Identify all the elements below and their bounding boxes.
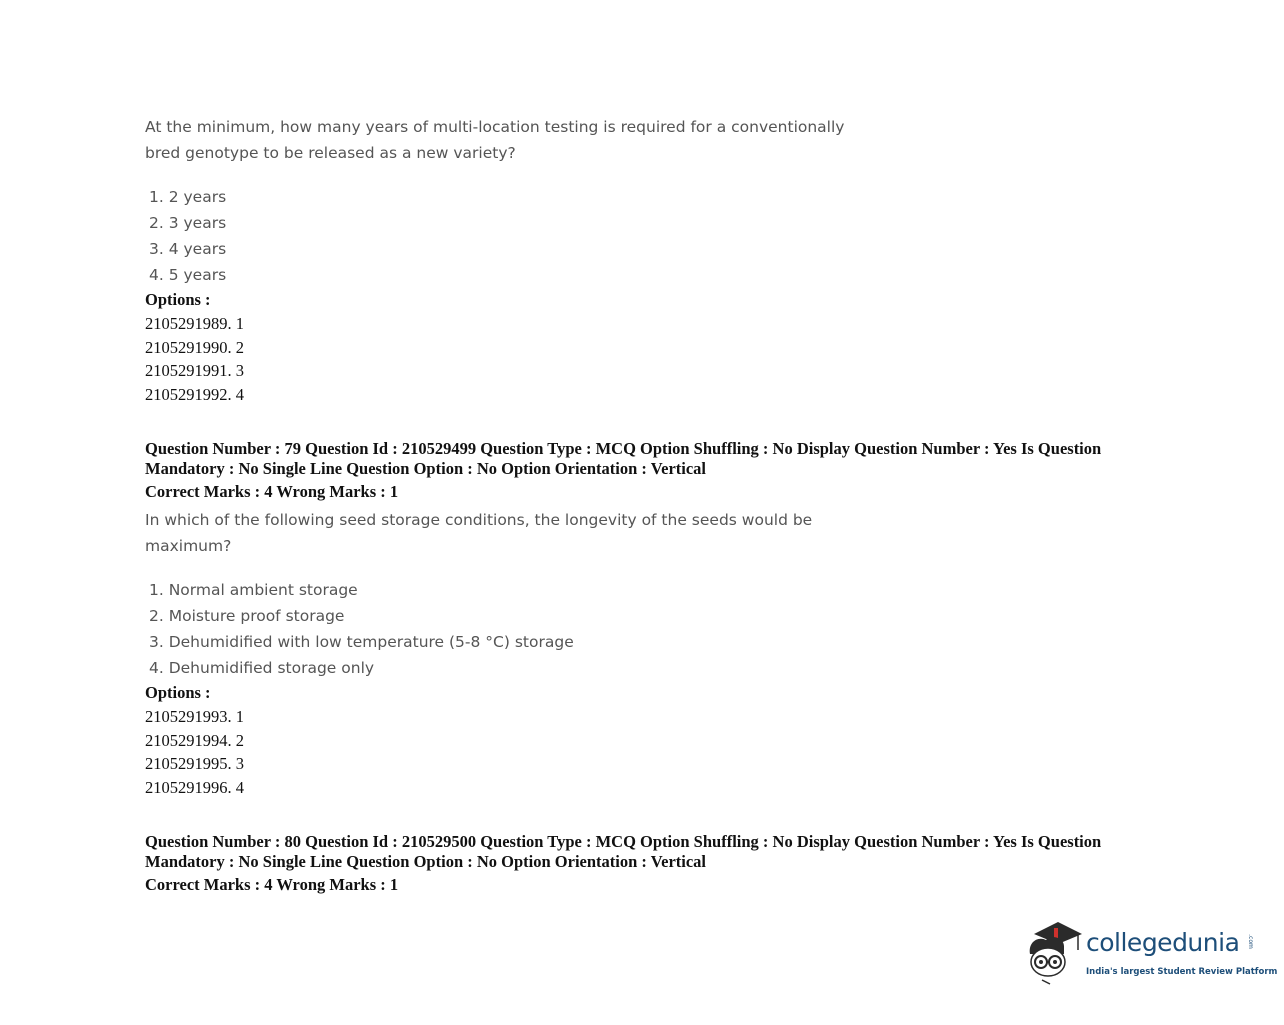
option-id-item: 2105291990. 2 [145,337,244,357]
question-79-text-line-1: In which of the following seed storage conditions, the longevity of the seeds would be [145,511,813,529]
question-80-meta-line-2: Mandatory : No Single Line Question Option : No Option Orientation : Vertical [145,852,707,871]
question-78-text-line-1: At the minimum, how many years of multi-location testing is required for a conventionally [145,118,845,136]
choice-item: 1. Normal ambient storage [149,581,358,599]
question-79-options-label: Options : [145,683,211,702]
option-id-item: 2105291996. 4 [145,777,244,797]
choice-item: 3. Dehumidified with low temperature (5-8 °C) storage [149,633,574,651]
option-id-item: 2105291991. 3 [145,361,244,381]
question-79-meta [145,439,1155,479]
choice-item: 2. Moisture proof storage [149,607,345,625]
question-79-marks: Correct Marks : 4 Wrong Marks : 1 [145,482,399,501]
question-79-meta-line-2: Mandatory : No Single Line Question Option : No Option Orientation : Vertical [145,459,707,478]
question-79-text [145,507,865,559]
logo-wordmark: collegedunia [1086,928,1240,957]
option-id-item: 2105291993. 1 [145,707,244,726]
choice-item: 3. 4 years [149,240,227,258]
graduate-mascot-icon [1024,920,1084,990]
question-80-meta-line-1: Question Number : 80 Question Id : 210529500 Question Type : MCQ Option Shuffling : No Display Question Number : Yes Is Question [145,832,1102,851]
option-id-item: 2105291992. 4 [145,384,244,404]
collegedunia-logo [1024,920,1278,990]
question-78-choices [149,184,226,288]
question-78-options [145,312,244,406]
question-79-meta-line-1: Question Number : 79 Question Id : 210529499 Question Type : MCQ Option Shuffling : No Display Question Number : Yes Is Question [145,439,1102,458]
question-78-text [145,114,865,166]
logo-tagline: India's largest Student Review Platform [1086,967,1278,977]
choice-item: 2. 3 years [149,214,227,232]
question-80-marks: Correct Marks : 4 Wrong Marks : 1 [145,875,399,894]
question-79-text-line-2: maximum? [145,537,232,555]
question-78-text-line-2: bred genotype to be released as a new variety? [145,144,516,162]
choice-item: 4. Dehumidified storage only [149,659,375,677]
question-80-meta [145,832,1155,872]
logo-suffix: .com [1246,934,1254,949]
option-id-item: 2105291989. 1 [145,314,244,333]
option-id-item: 2105291995. 3 [145,754,244,774]
choice-item: 1. 2 years [149,188,227,206]
question-79-options [145,705,244,799]
choice-item: 4. 5 years [149,266,227,284]
question-79-choices [149,577,574,681]
option-id-item: 2105291994. 2 [145,730,244,750]
question-78-options-label: Options : [145,290,211,309]
